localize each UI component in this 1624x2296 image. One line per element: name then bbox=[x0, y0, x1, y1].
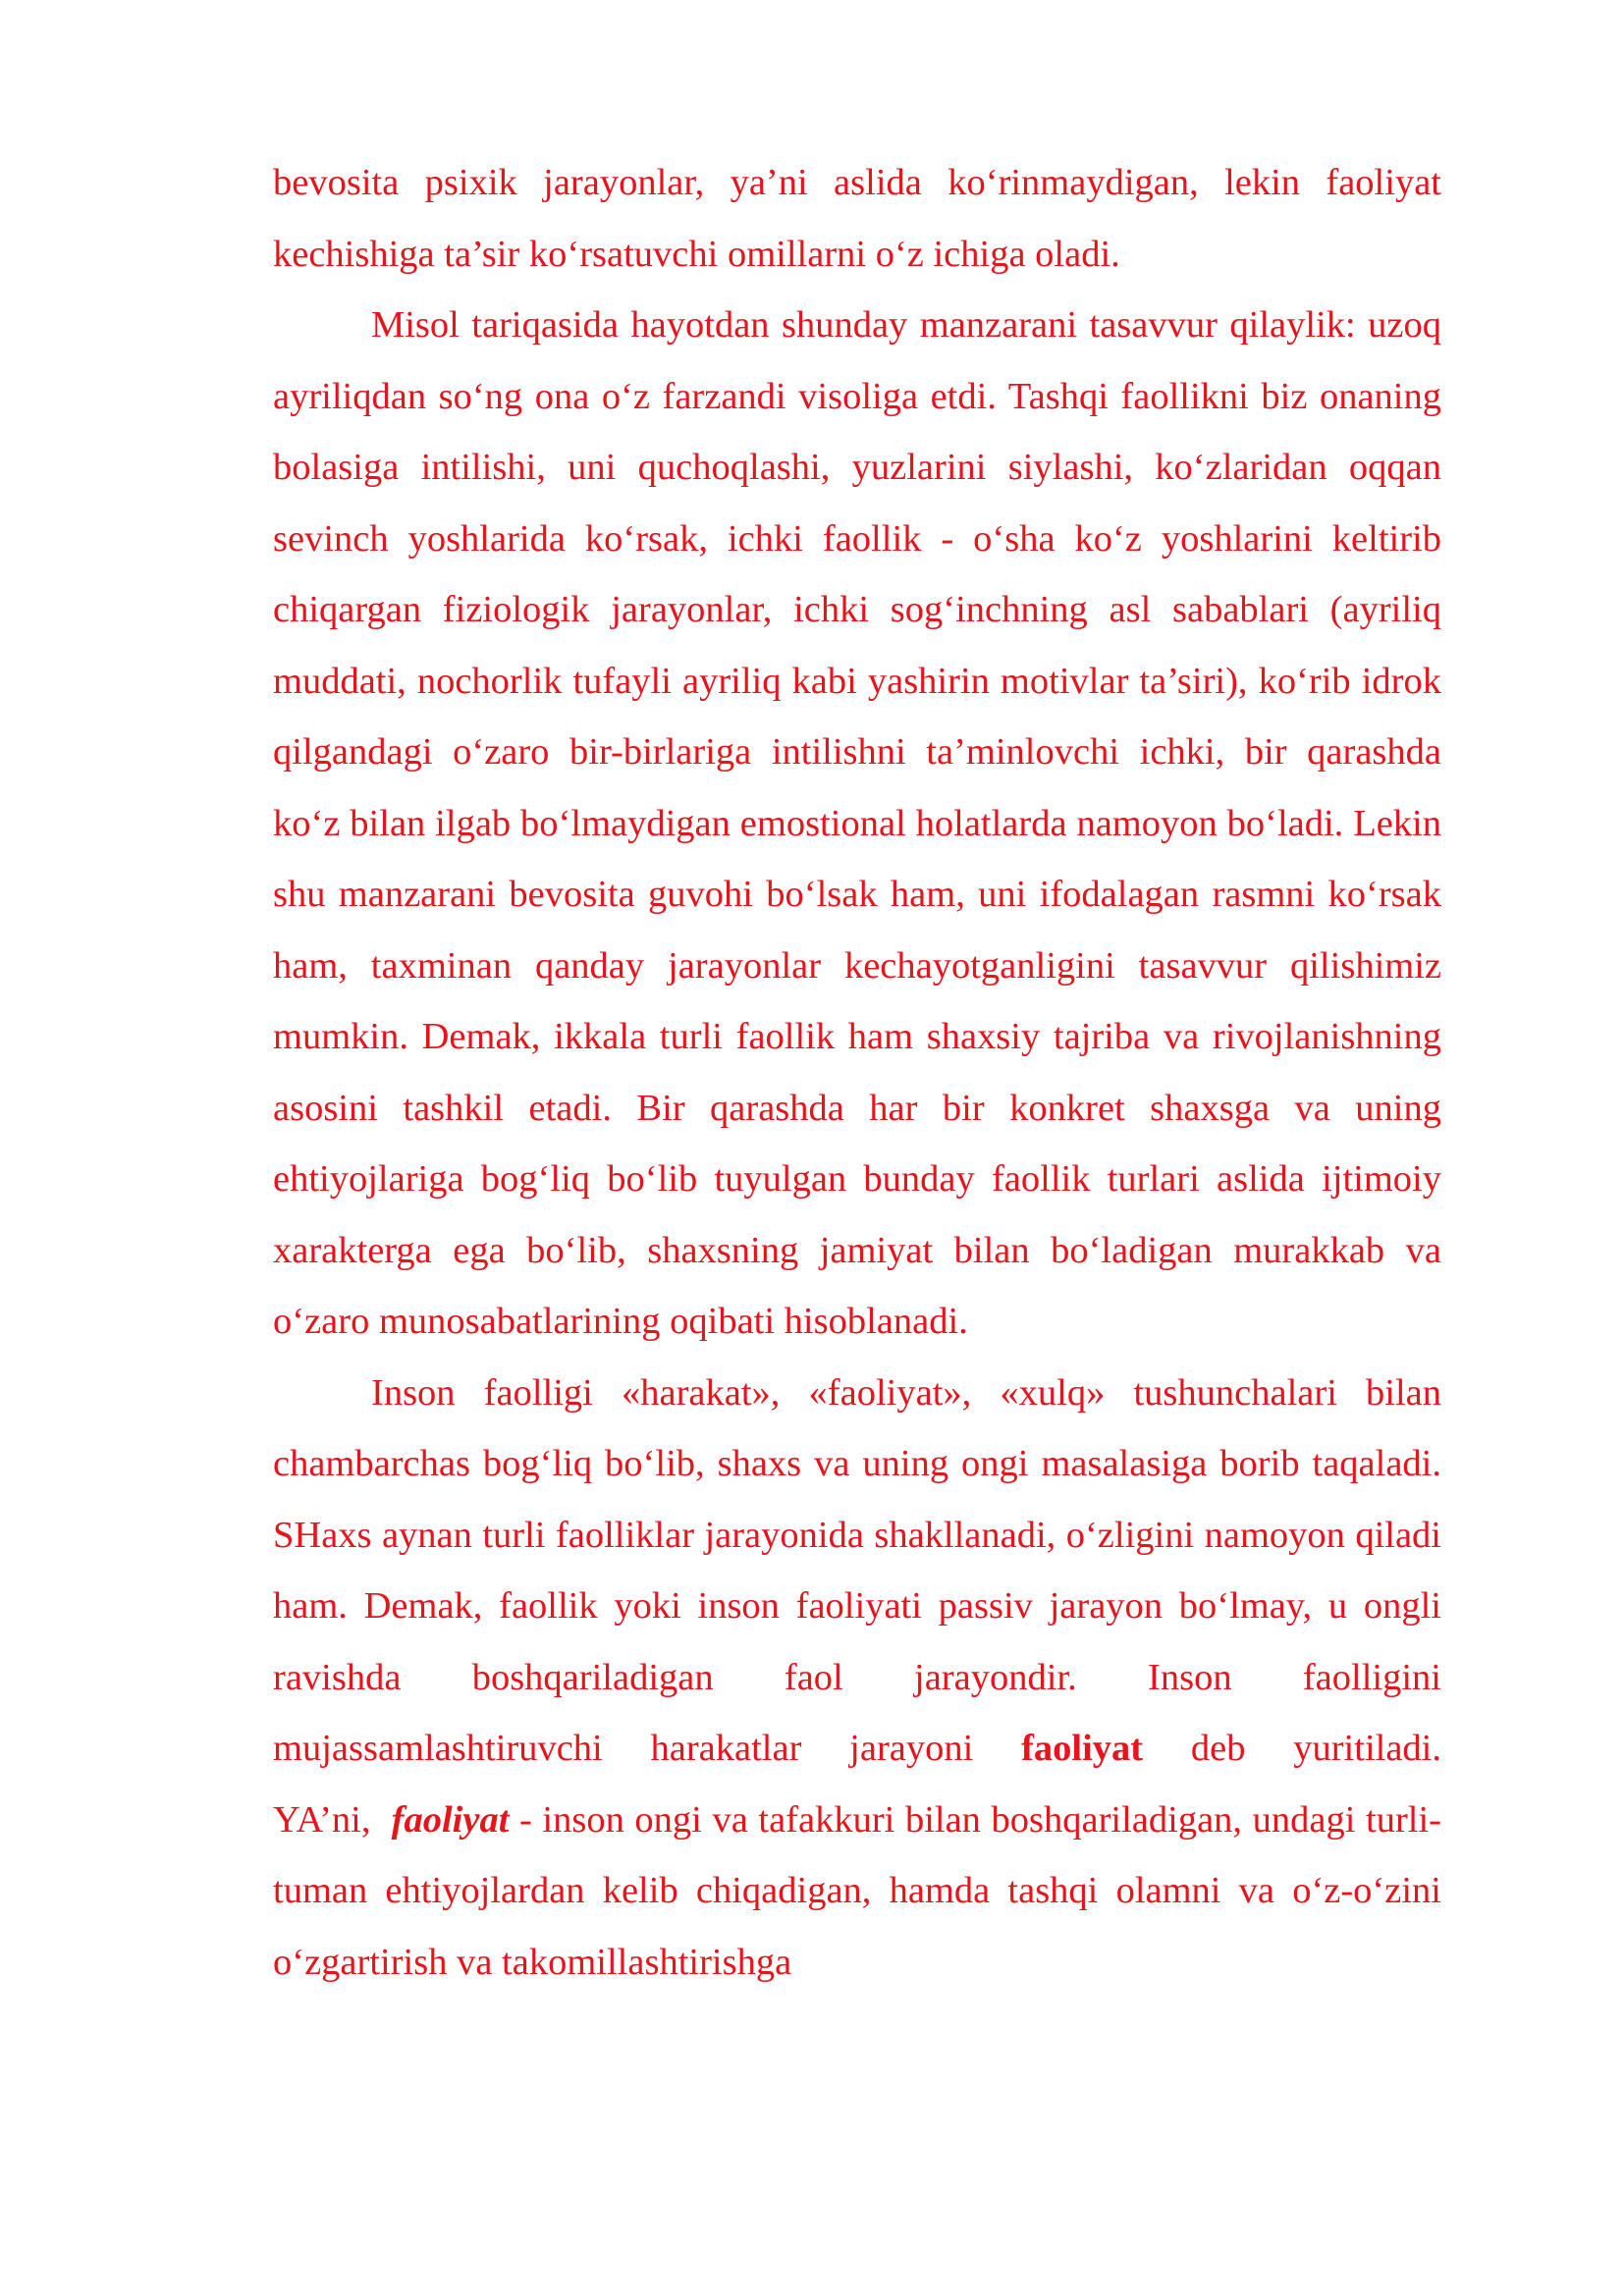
term-faoliyat-bold: faoliyat bbox=[1021, 1728, 1144, 1769]
paragraph-3 bbox=[273, 1358, 1441, 1999]
paragraph-3-part-1: Inson faolligi «harakat», «faoliyat», «xulq» tushunchalari bilan chambarchas bog‘liq bo‘lib, shaxs va uning ongi masalasiga borib taqaladi. SHaxs aynan turli faolliklar jarayonida shakllanadi, o‘zligini namoyon qiladi ham. Demak, faollik yoki inson faoliyati passiv jarayon bo‘lmay, u ongli ravishda boshqariladigan faol jarayondir. Inson faolligini mujassamlashtiruvchi harakatlar jarayoni bbox=[273, 1371, 1441, 1769]
paragraph-3-part-2: deb yuritiladi. YA’ni, bbox=[273, 1728, 1442, 1841]
document-page bbox=[273, 147, 1441, 1998]
paragraph-2: Misol tariqasida hayotdan shunday manzarani tasavvur qilaylik: uzoq ayriliqdan so‘ng ona o‘z farzandi visoliga etdi. Tashqi faollikni biz onaning bolasiga intilishi, uni quchoqlashi, yuzlarini siylashi, ko‘zlaridan oqqan sevinch yoshlarida ko‘rsak, ichki faollik - o‘sha ko‘z yoshlarini keltirib chiqargan fiziologik jarayonlar, ichki sog‘inchning asl sabablari (ayriliq muddati, nochorlik tufayli ayriliq kabi yashirin motivlar ta’siri), ko‘rib idrok qilgandagi o‘zaro bir-birlariga intilishni ta’minlovchi ichki, bir qarashda ko‘z bilan ilgab bo‘lmaydigan emostional holatlarda namoyon bo‘ladi. Lekin shu manzarani bevosita guvohi bo‘lsak ham, uni ifodalagan rasmni ko‘rsak ham, taxminan qanday jarayonlar kechayotganligini tasavvur qilishimiz mumkin. Demak, ikkala turli faollik ham shaxsiy tajriba va rivojlanishning asosini tashkil etadi. Bir qarashda har bir konkret shaxsga va uning ehtiyojlariga bog‘liq bo‘lib tuyulgan bunday faollik turlari aslida ijtimoiy xarakterga ega bo‘lib, shaxsning jamiyat bilan bo‘ladigan murakkab va o‘zaro munosabatlarining oqibati hisoblanadi. bbox=[273, 304, 1441, 1342]
paragraph-3-part-3: - inson ongi va tafakkuri bilan boshqariladigan, undagi turli-tuman ehtiyojlardan kelib chiqadigan, hamda tashqi olamni va o‘z-o‘zini o‘zgartirish va takomillashtirishga bbox=[273, 1798, 1442, 1983]
term-faoliyat-bold-italic: faoliyat bbox=[391, 1798, 510, 1841]
paragraph-1: bevosita psixik jarayonlar, ya’ni aslida ko‘rinmaydigan, lekin faoliyat kechishiga ta’sir ko‘rsatuvchi omillarni o‘z ichiga oladi. bbox=[273, 162, 1441, 275]
